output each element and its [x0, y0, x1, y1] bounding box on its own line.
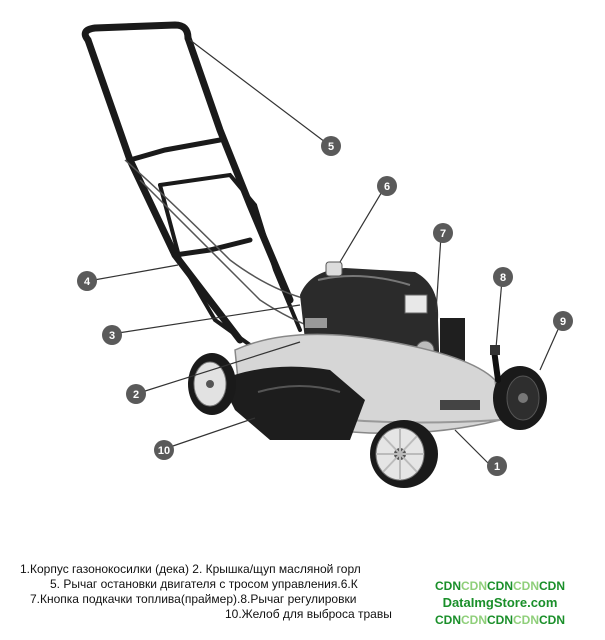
rear-left-wheel: [188, 353, 236, 415]
svg-text:6: 6: [383, 181, 391, 193]
watermark-cdn-top: CDNCDNCDNCDNCDN: [435, 579, 565, 593]
callout-1: [487, 456, 507, 476]
svg-text:3: 3: [108, 330, 116, 342]
legend-line-2: 5. Рычаг остановки двигателя с тросом управления.6.К: [50, 577, 358, 591]
front-left-wheel: [370, 420, 438, 488]
watermark-cdn-bottom: CDNCDNCDNCDNCDN: [435, 613, 565, 627]
callout-7: [433, 223, 453, 243]
callout-5: [321, 136, 341, 156]
svg-text:2: 2: [132, 389, 140, 401]
primer-button-icon: [305, 318, 327, 328]
callout-2: [126, 384, 146, 404]
parts-legend: [0, 562, 410, 622]
callout-8: [493, 267, 513, 287]
callout-6: [377, 176, 397, 196]
callout-10: [154, 440, 174, 460]
watermark-site: DataImgStore.com: [442, 595, 558, 610]
callout-9: [553, 311, 573, 331]
height-adjust-lever: [490, 345, 500, 380]
oil-cap-icon: [326, 262, 342, 276]
callout-4: [77, 271, 97, 291]
handle: [85, 25, 300, 345]
callout-3: [102, 325, 122, 345]
legend-line-1: 1.Корпус газонокосилки (дека) 2. Крышка/щуп масляной горл: [20, 562, 361, 576]
svg-text:9: 9: [559, 316, 567, 328]
svg-text:1: 1: [493, 461, 501, 473]
watermark: [420, 578, 580, 628]
svg-text:7: 7: [439, 228, 447, 240]
front-right-wheel: [493, 366, 547, 430]
svg-text:8: 8: [499, 272, 507, 284]
legend-line-3: 7.Кнопка подкачки топлива(праймер).8.Рычаг регулировки: [30, 592, 357, 606]
svg-text:4: 4: [83, 276, 91, 288]
svg-text:10: 10: [157, 445, 171, 457]
svg-text:5: 5: [327, 141, 335, 153]
legend-line-4: 10.Желоб для выброса травы: [225, 607, 392, 621]
